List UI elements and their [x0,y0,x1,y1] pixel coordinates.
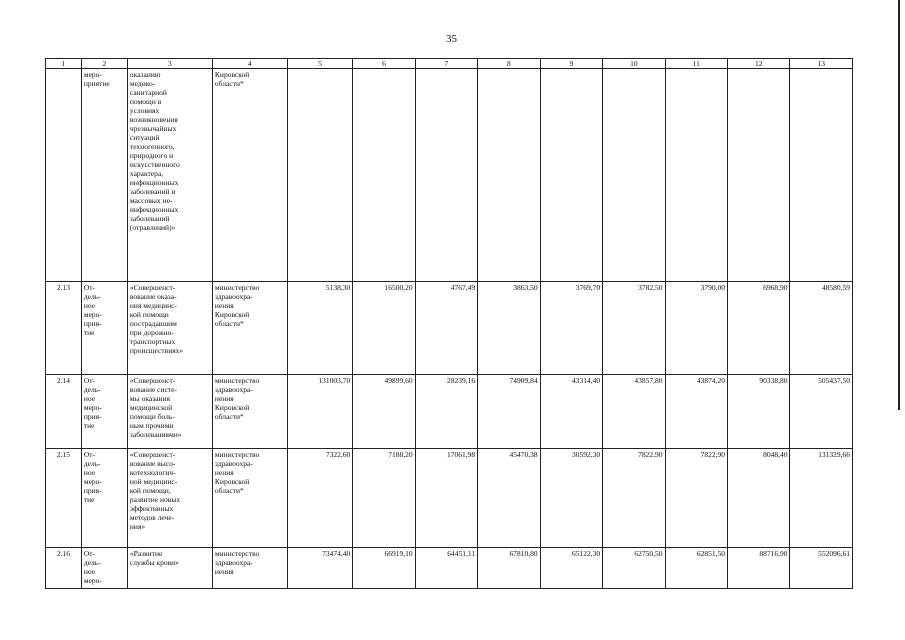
executor-cell: министерство здравоохра- нения Кировской области* [212,449,287,548]
amount-cell: 88716,90 [728,548,790,589]
column-header: 6 [353,59,415,69]
amount-cell: 3863,50 [478,282,540,375]
column-header: 1 [46,59,82,69]
amount-cell: 4767,49 [415,282,477,375]
measure-name-cell: «Развитие службы крови» [127,548,212,589]
table-row [46,449,853,548]
column-header: 8 [478,59,540,69]
page-number: 35 [446,33,457,45]
amount-cell: 131329,66 [790,449,853,548]
program-table [45,58,853,589]
amount-cell: 3769,70 [540,282,602,375]
amount-cell: 73474,40 [287,548,353,589]
executor-cell: министерство здравоохра- нения [212,548,287,589]
amount-cell [353,69,415,282]
table-row [46,69,853,282]
amount-cell: 45470,38 [478,449,540,548]
amount-cell: 3782,50 [603,282,665,375]
amount-cell: 43314,40 [540,375,602,449]
amount-cell: 131003,70 [287,375,353,449]
row-number-cell: 2.14 [46,375,82,449]
measure-type-cell: От- дель- ное меро- прия- тие [81,449,127,548]
column-header: 5 [287,59,353,69]
measure-name-cell: «Совершенст- вование оказа- ния медицинс- кой помощи пострадавшим при дорожно- транспортных происшествиях» [127,282,212,375]
table-row [46,548,853,589]
table-row [46,375,853,449]
amount-cell: 5138,30 [287,282,353,375]
measure-type-cell: меро- приятие [81,69,127,282]
column-header: 4 [212,59,287,69]
amount-cell: 6968,90 [728,282,790,375]
amount-cell: 552096,61 [790,548,853,589]
amount-cell: 7188,20 [353,449,415,548]
amount-cell [790,69,853,282]
amount-cell: 16500,20 [353,282,415,375]
amount-cell: 62750,50 [603,548,665,589]
column-header: 10 [603,59,665,69]
amount-cell: 49899,60 [353,375,415,449]
amount-cell [287,69,353,282]
row-number-cell [46,69,82,282]
amount-cell: 3790,00 [665,282,727,375]
amount-cell: 67810,80 [478,548,540,589]
amount-cell: 30592,30 [540,449,602,548]
amount-cell: 64451,11 [415,548,477,589]
measure-name-cell: «Совершенст- вование высо- котехнологич- ной медицинс- кой помощи, развитие новых эффективных методов лече- ния» [127,449,212,548]
measure-type-cell: От- дель- ное меро- прия- тие [81,375,127,449]
amount-cell [478,69,540,282]
column-header: 7 [415,59,477,69]
executor-cell: министерство здравоохра- нения Кировской области* [212,375,287,449]
column-header: 11 [665,59,727,69]
row-number-cell: 2.16 [46,548,82,589]
amount-cell [665,69,727,282]
amount-cell: 28239,16 [415,375,477,449]
column-header: 9 [540,59,602,69]
scan-edge-line [898,0,900,410]
amount-cell [540,69,602,282]
executor-cell: министерство здравоохра- нения Кировской области* [212,282,287,375]
measure-name-cell: «Совершенст- вование систе- мы оказания медицинской помощи боль- ным прочими заболеваниями» [127,375,212,449]
column-header: 2 [81,59,127,69]
column-header: 3 [127,59,212,69]
executor-cell: Кировской области* [212,69,287,282]
amount-cell: 505437,50 [790,375,853,449]
measure-name-cell: оказанию медико- санитарной помощи в условиях возникновения чрезвычайных ситуаций техногенного, природного и искусственного характера, инфекционных заболеваний и массовых не- инфекционных заболеваний (отравлений)» [127,69,212,282]
amount-cell: 7822,90 [603,449,665,548]
measure-type-cell: От- дель- ное меро- прия- тие [81,282,127,375]
row-number-cell: 2.13 [46,282,82,375]
measure-type-cell: От- дель- ное меро- [81,548,127,589]
amount-cell: 43874,20 [665,375,727,449]
amount-cell: 65122,30 [540,548,602,589]
amount-cell: 74909,84 [478,375,540,449]
column-header: 13 [790,59,853,69]
amount-cell: 17061,98 [415,449,477,548]
amount-cell [603,69,665,282]
column-header: 12 [728,59,790,69]
amount-cell: 7822,90 [665,449,727,548]
table-row [46,282,853,375]
amount-cell [415,69,477,282]
amount-cell [728,69,790,282]
amount-cell: 90338,80 [728,375,790,449]
row-number-cell: 2.15 [46,449,82,548]
amount-cell: 7322,60 [287,449,353,548]
column-header-row [46,59,853,69]
amount-cell: 8048,40 [728,449,790,548]
amount-cell: 43857,80 [603,375,665,449]
amount-cell: 62851,50 [665,548,727,589]
amount-cell: 66919,10 [353,548,415,589]
amount-cell: 48580,59 [790,282,853,375]
